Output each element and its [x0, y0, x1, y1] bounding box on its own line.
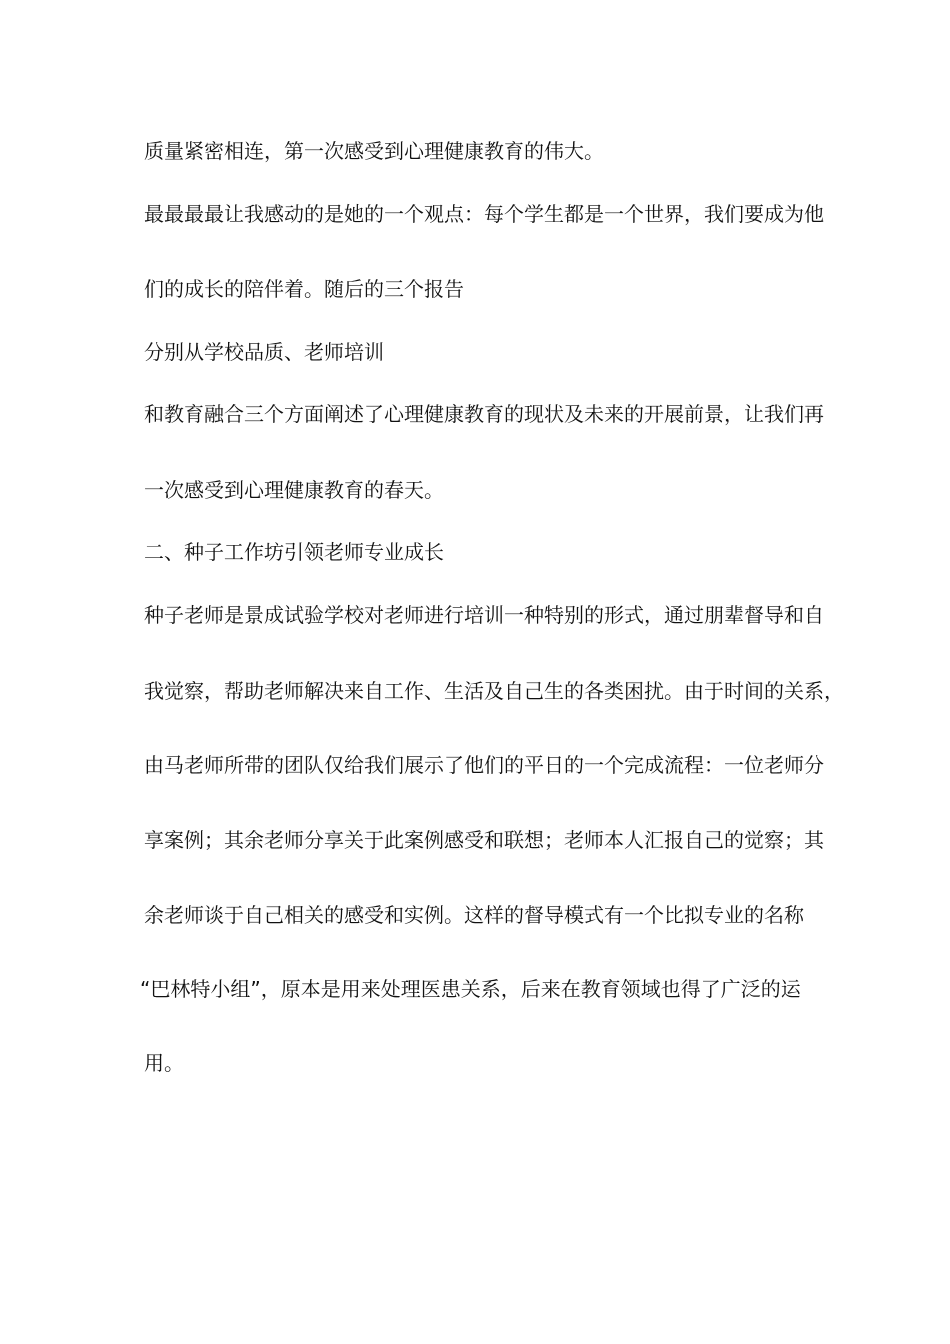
- paragraph-line: 分别从学校品质、老师培训: [144, 340, 384, 364]
- paragraph-line: 用。: [144, 1051, 184, 1075]
- paragraph-line: 余老师谈于自己相关的感受和实例。这样的督导模式有一个比拟专业的名称: [144, 903, 804, 927]
- paragraph-line: 们的成长的陪伴着。随后的三个报告: [144, 277, 464, 301]
- paragraph-line: 种子老师是景成试验学校对老师进行培训一种特别的形式，通过朋辈督导和自: [144, 603, 824, 627]
- paragraph-line: 一次感受到心理健康教育的春天。: [144, 478, 444, 502]
- paragraph-line: “巴林特小组”，原本是用来处理医患关系，后来在教育领域也得了广泛的运: [140, 977, 801, 1001]
- paragraph-line: 由马老师所带的团队仅给我们展示了他们的平日的一个完成流程：一位老师分: [144, 753, 824, 777]
- paragraph-line: 最最最最让我感动的是她的一个观点：每个学生都是一个世界，我们要成为他: [144, 202, 824, 226]
- paragraph-line: 享案例；其余老师分享关于此案例感受和联想；老师本人汇报自己的觉察；其: [144, 828, 824, 852]
- paragraph-line: 和教育融合三个方面阐述了心理健康教育的现状及未来的开展前景，让我们再: [144, 402, 824, 426]
- paragraph-line: 质量紧密相连，第一次感受到心理健康教育的伟大。: [144, 139, 604, 163]
- section-heading: 二、种子工作坊引领老师专业成长: [144, 540, 444, 564]
- paragraph-line: 我觉察，帮助老师解决来自工作、生活及自己生的各类困扰。由于时间的关系，: [144, 679, 844, 703]
